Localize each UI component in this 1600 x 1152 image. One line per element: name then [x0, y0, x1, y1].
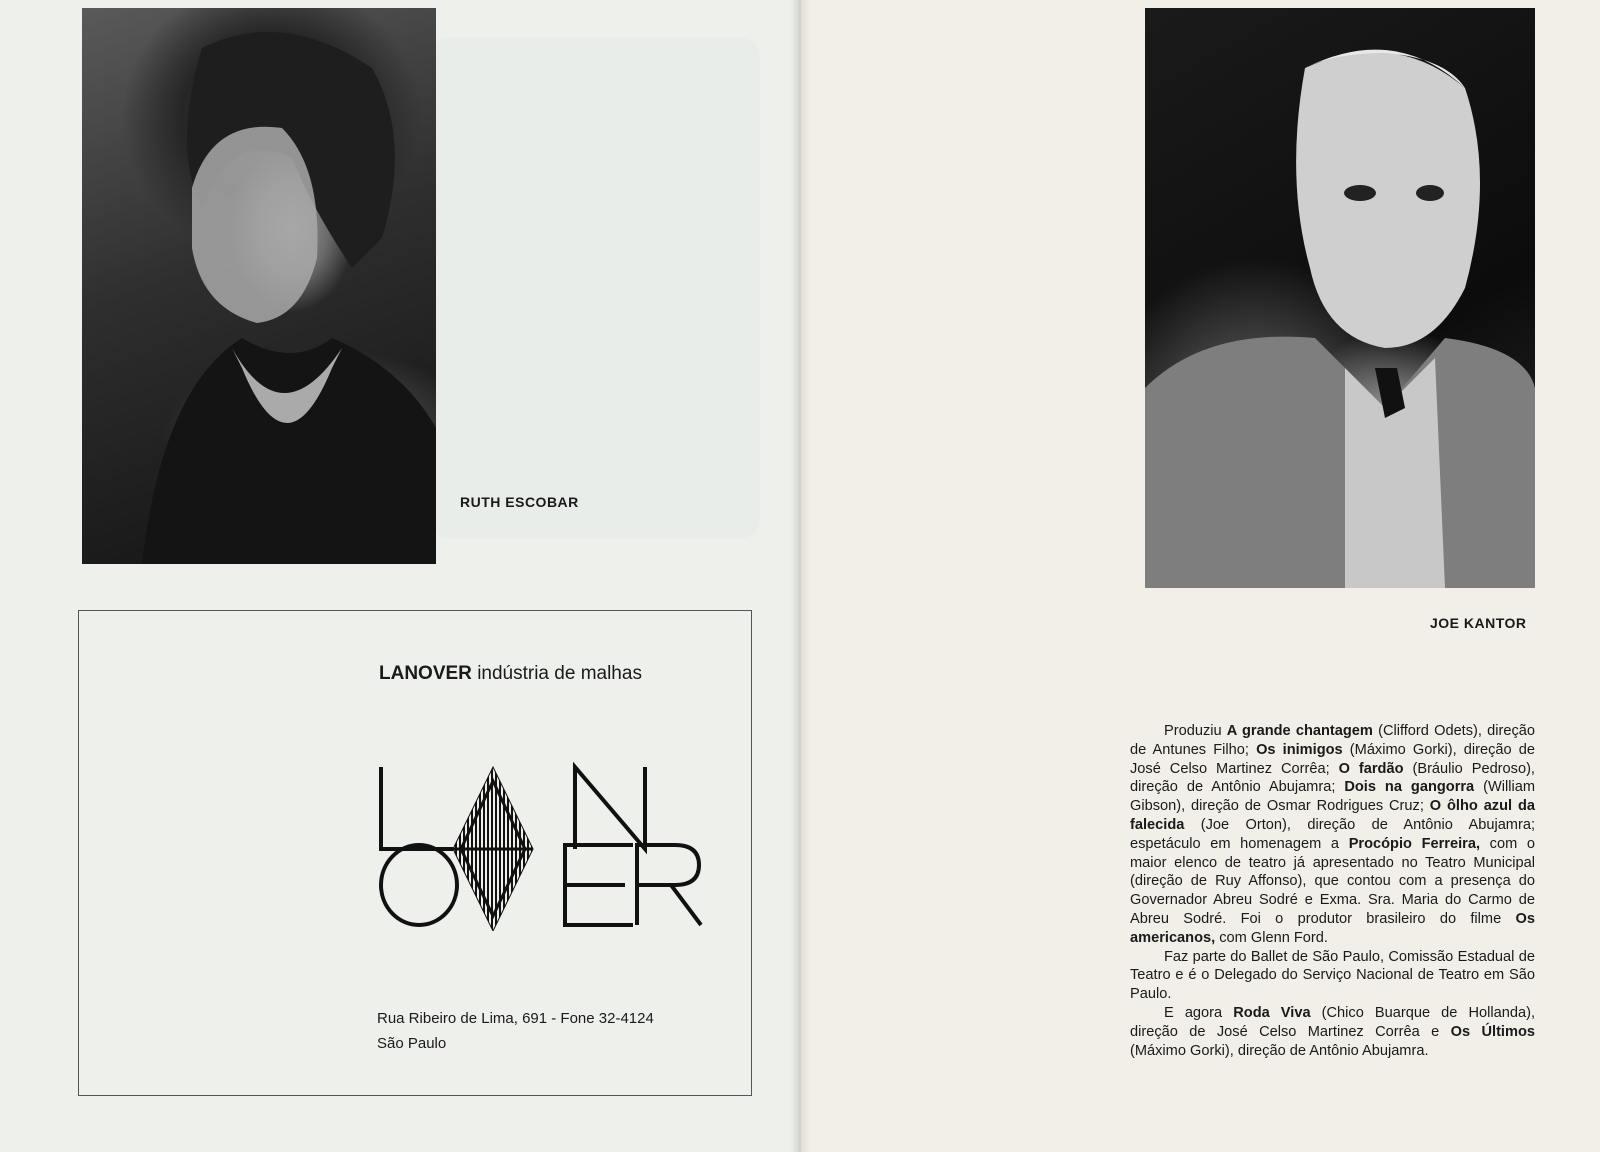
portrait-caption: JOE KANTOR [1430, 615, 1527, 631]
text-run: com Glenn Ford. [1215, 929, 1328, 946]
bio-paragraph [1130, 1004, 1535, 1060]
bold-title: Procópio Ferreira, [1348, 835, 1481, 852]
address-line: Rua Ribeiro de Lima, 691 - Fone 32-4124 [377, 1010, 654, 1027]
text-run: (Joe Orton), direção de Antônio Abujamra; espetáculo em homenagem a [1130, 816, 1535, 852]
text-run: com o maior elenco de teatro já apresentado no Teatro Municipal (direção de Ruy Affonso), que contou com a presença do Governador Abreu Sodré e Exma. Sra. Maria do Carmo de Abreu Sodré. Foi o produtor brasileiro do filme [1130, 835, 1535, 927]
lanover-advertisement [78, 610, 752, 1096]
bold-title: O fardão [1338, 760, 1404, 777]
bold-title: Os americanos, [1130, 910, 1535, 946]
bio-paragraph [1130, 722, 1535, 948]
biography-text [1130, 722, 1535, 1060]
text-run: (Máximo Gorki), direção de Antônio Abujamra. [1130, 1042, 1429, 1059]
bold-title: A grande chantagem [1226, 723, 1373, 739]
lanover-logo [375, 761, 705, 931]
text-run: E agora [1164, 1004, 1234, 1021]
text-run: (Bráulio Pedroso), direção de Antônio Abujamra; [1130, 760, 1535, 796]
bold-title: Roda Viva [1233, 1004, 1311, 1021]
text-run: (Máximo Gorki), direção de José Celso Martinez Corrêa; [1130, 741, 1536, 777]
portrait-silhouette [82, 8, 436, 564]
portrait-silhouette [1145, 8, 1535, 588]
joe-kantor-portrait [1145, 8, 1535, 588]
portrait-caption: RUTH ESCOBAR [460, 494, 579, 510]
brand-name: LANOVER [379, 663, 472, 684]
bio-paragraph [1130, 948, 1535, 1004]
text-run: (William Gibson), direção de Osmar Rodrigues Cruz; [1130, 779, 1536, 815]
bold-title: Os Últimos [1450, 1023, 1535, 1040]
city-line: São Paulo [377, 1035, 447, 1052]
bold-title: Os inimigos [1256, 741, 1343, 758]
bold-title: O ôlho azul da falecida [1130, 798, 1535, 833]
ad-tagline [379, 663, 642, 685]
page-gutter [790, 0, 810, 1152]
tagline-text: indústria de malhas [477, 663, 642, 684]
bold-title: Dois na gangorra [1344, 779, 1475, 796]
show-through-panel [430, 38, 760, 538]
text-run: (Chico Buarque de Hollanda), direção de José Celso Martinez Corrêa e [1130, 1004, 1535, 1040]
text-run: Produziu [1164, 723, 1227, 739]
ad-address [377, 1006, 654, 1056]
ruth-escobar-portrait [82, 8, 436, 564]
text-run: (Clifford Odets), direção de Antunes Filho; [1130, 723, 1536, 758]
text-run: Faz parte do Ballet de São Paulo, Comissão Estadual de Teatro e é o Delegado do Serviço Nacional de Teatro em São Paulo. [1130, 948, 1535, 1003]
